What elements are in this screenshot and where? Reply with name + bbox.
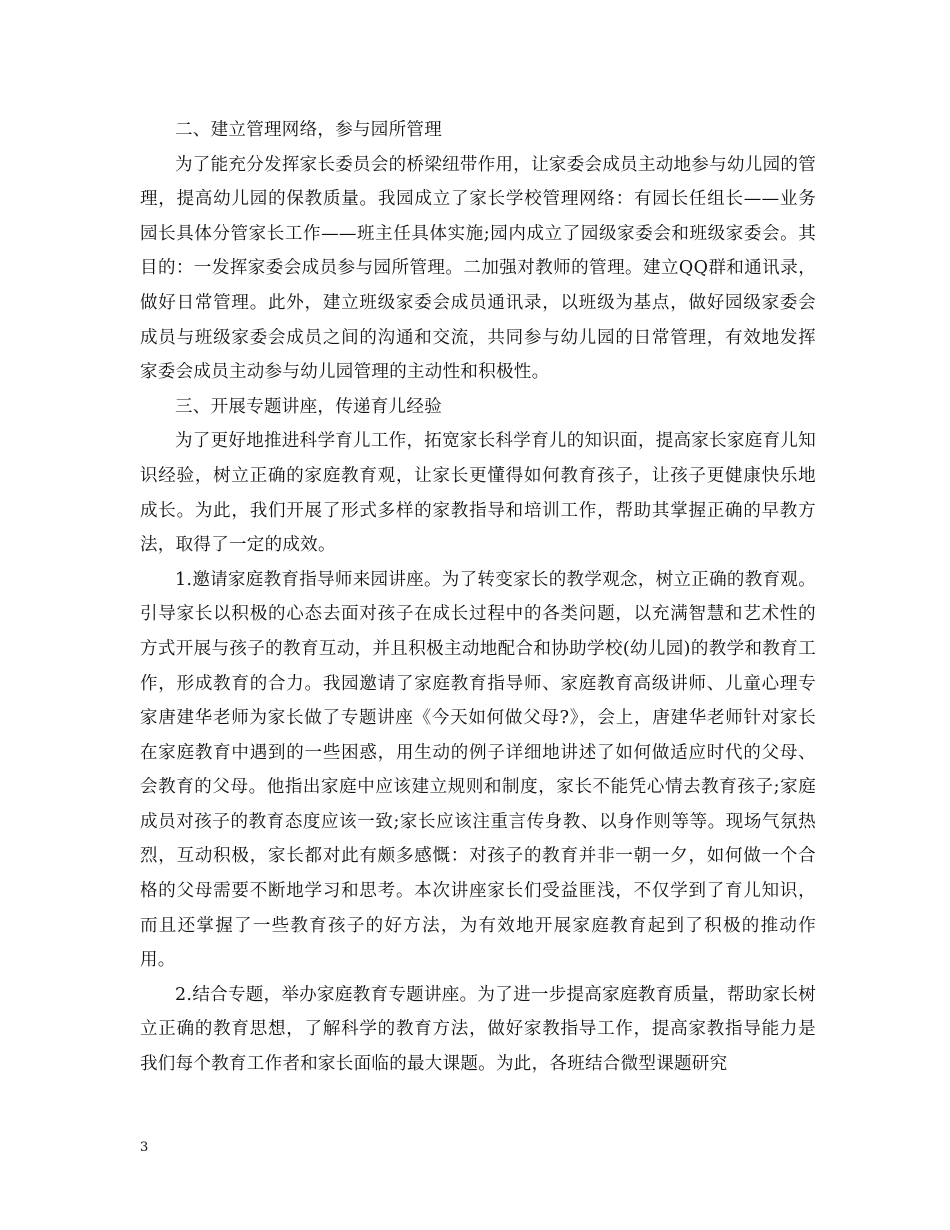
page-number: 3: [140, 1140, 149, 1155]
paragraph-management-network: 为了能充分发挥家长委员会的桥梁纽带作用，让家委会成员主动地参与幼儿园的管理，提高幼儿园的保教质量。我园成立了家长学校管理网络：有园长任组长——业务园长具体分管家长工作——班主任具体实施;园内成立了园级家委会和班级家委会。其目的：一发挥家委会成员参与园所管理。二加强对教师的管理。建立QQ群和通讯录，做好日常管理。此外，建立班级家委会成员通讯录，以班级为基点，做好园级家委会成员与班级家委会成员之间的沟通和交流，共同参与幼儿园的日常管理，有效地发挥家委会成员主动参与幼儿园管理的主动性和积极性。: [140, 154, 816, 383]
paragraph-invite-instructor: 1.邀请家庭教育指导师来园讲座。为了转变家长的教学观念，树立正确的教育观。引导家长以积极的心态去面对孩子在成长过程中的各类问题，以充满智慧和艺术性的方式开展与孩子的教育互动，并且积极主动地配合和协助学校(幼儿园)的教学和教育工作，形成教育的合力。我园邀请了家庭教育指导师、家庭教育高级讲师、儿童心理专家唐建华老师为家长做了专题讲座《今天如何做父母?》，会上，唐建华老师针对家长在家庭教育中遇到的一些困惑，用生动的例子详细地讲述了如何做适应时代的父母、会教育的父母。他指出家庭中应该建立规则和制度，家长不能凭心情去教育孩子;家庭成员对孩子的教育态度应该一致;家长应该注重言传身教、以身作则等等。现场气氛热烈，互动积极，家长都对此有颇多感慨：对孩子的教育并非一朝一夕，如何做一个合格的父母需要不断地学习和思考。本次讲座家长们受益匪浅，不仅学到了育儿知识，而且还掌握了一些教育孩子的好方法，为有效地开展家庭教育起到了积极的推动作用。: [140, 569, 816, 971]
section-heading-lectures: 三、开展专题讲座，传递育儿经验: [175, 396, 442, 417]
document-body: [140, 113, 816, 1082]
paragraph-special-topic-lectures: 2.结合专题，举办家庭教育专题讲座。为了进一步提高家庭教育质量，帮助家长树立正确的教育思想，了解科学的教育方法，做好家教指导工作，提高家教指导能力是我们每个教育工作者和家长面临的最大课题。为此，各班结合微型课题研究: [140, 984, 816, 1075]
paragraph-lectures-intro: 为了更好地推进科学育儿工作，拓宽家长科学育儿的知识面，提高家长家庭育儿知识经验，树立正确的家庭教育观，让家长更懂得如何教育孩子，让孩子更健康快乐地成长。为此，我们开展了形式多样的家教指导和培训工作，帮助其掌握正确的早教方法，取得了一定的成效。: [140, 431, 816, 556]
section-heading-management-network: 二、建立管理网络，参与园所管理: [175, 120, 442, 140]
